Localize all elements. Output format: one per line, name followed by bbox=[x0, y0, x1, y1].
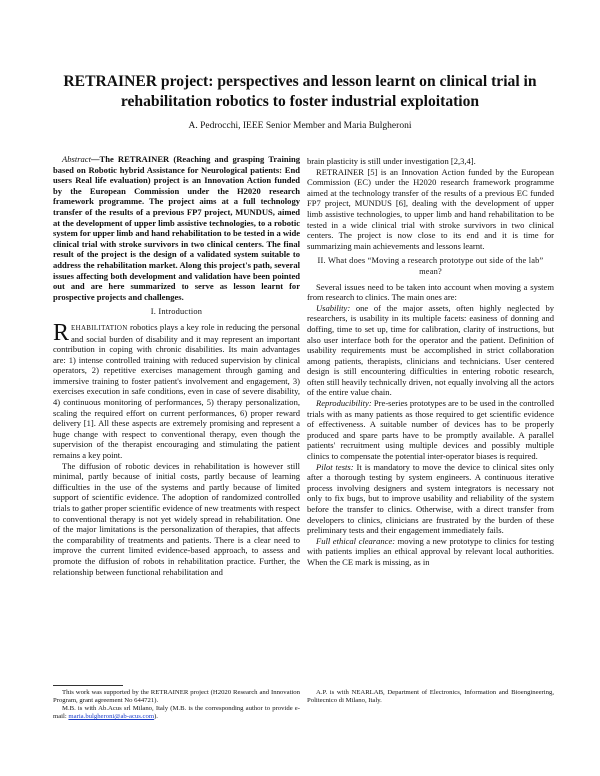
pilot-tests-text: It is mandatory to move the device to clinical sites only after a thorough testing by system engineers. A continuous iterative process involving designers and system integrators is necessary not only to fix bugs, but to improve usability and reliability of the system before the transfer to clinics. Otherwise, with a direct transfer from developers to clinics, clinicians are frustrated by the burden of these preliminary tests and their engagement immediately fails. bbox=[307, 461, 555, 536]
reproducibility-text: Pre-series prototypes are to be used in the controlled trials with as many patients as those required to get scientific evidence of effectiveness. A suitable number of devices has to be properly produced and spare parts have to be promptly available. A parallel patients' recruitment using multiple devices and possibly multiple clinics to compensate the potential inter-operator biases is required. bbox=[307, 398, 554, 462]
right-paragraph-1: brain plasticity is still under investigation [2,3,4]. bbox=[307, 156, 476, 166]
left-column bbox=[53, 154, 300, 577]
footnote-close: ). bbox=[154, 713, 158, 720]
reproducibility-label: Reproducibility: bbox=[316, 398, 372, 409]
section2-paragraph-1: Several issues need to be taken into account when moving a system from research to clinics. The main ones are: bbox=[307, 281, 554, 303]
footnote-right bbox=[307, 689, 554, 705]
paper-title: RETRAINER project: perspectives and lesson learnt on clinical trial in rehabilitation robotics to foster industrial exploitation bbox=[63, 73, 537, 110]
ethical-clearance-text: moving a new prototype to clinics for testing with patients implies an ethical approval by relevant local authorities. When the CE mark is missing, as in bbox=[307, 535, 554, 567]
section-heading-introduction: I. Introduction bbox=[150, 307, 203, 317]
usability-paragraph bbox=[307, 303, 554, 398]
paper-authors: A. Pedrocchi, IEEE Senior Member and Maria Bulgheroni bbox=[188, 121, 412, 131]
email-link[interactable]: maria.bulgheroni@ab-acus.com bbox=[68, 713, 155, 720]
usability-text: one of the major assets, often highly neglected by researchers, is usability in its multiple facets: easiness of donning and doffing, time to set up, time for calibration, clarity of instructions, but also user interface both for the operator and the patient. Definition of usability requirements must be accomplished in strict collaboration among patients, therapists, clinicians and technicians. User centered design is still encountering difficulties in entering robotic research, often still heavily technically driven, not equally involving all the actors of the entire value chain. bbox=[307, 302, 554, 398]
right-paragraph-2: RETRAINER [5] is an Innovation Action funded by the European Commission (EC) under the H2020 research framework programme aimed at the technology transfer of the results of a previous EC funded FP7 project, MUNDUS [6], dealing with the development of upper limb assistive technologies, to upper limb and hand rehabilitation to be tested in a wide clinical trial with stroke survivors in two clinical centers. The project is now close to its end and it is time for summarizing main achievements and lessons learnt. bbox=[307, 166, 554, 251]
ethical-clearance-paragraph bbox=[307, 536, 554, 568]
footnote-funding: This work was supported by the RETRAINER project (H2020 Research and Innovation Program, grant agreement No 644721). bbox=[53, 689, 300, 704]
footnote-author-affiliation: A.P. is with NEARLAB, Department of Electronics, Information and Bioengineering, Politecnico di Milano, Italy. bbox=[307, 689, 554, 704]
usability-label: Usability: bbox=[316, 302, 351, 313]
intro-paragraph-1 bbox=[53, 319, 300, 461]
footnote-corresponding bbox=[53, 705, 300, 721]
ethical-clearance-label: Full ethical clearance: bbox=[316, 535, 396, 546]
intro-smallcaps: EHABILITATION bbox=[71, 323, 128, 332]
drop-cap: R bbox=[53, 319, 70, 346]
pilot-tests-label: Pilot tests: bbox=[316, 461, 354, 472]
abstract-text: —The RETRAINER (Reaching and grasping Training based on Robotic hybrid Assistance for Neurological patients: End users Real life evaluation) project is an Innovation Action funded by the European Commission under the H2020 research framework programme. The project aims at a full technology transfer of the results of a previous FP7 project, MUNDUS, aimed at the development of upper limb assistive technologies, to a robotic system for upper limb and hand rehabilitation to be tested in a wide clinical trial with stroke survivors in two clinical centers. The final result of the project is the design of a validated system suitable to address the rehabilitation market. Along this project's path, several issues affecting both development and validation have been pointed out and are here summarized to serve as lesson learnt for prospective projects and challenges. bbox=[53, 154, 300, 302]
pilot-tests-paragraph bbox=[307, 462, 554, 536]
footnote-affiliation-text: M.B. is with Ab.Acus srl Milano, Italy (M.B. is the corresponding author to provide e-mail: bbox=[53, 705, 300, 720]
abstract-label: Abstract bbox=[62, 154, 91, 164]
right-column bbox=[307, 156, 554, 568]
footnote-left bbox=[53, 689, 300, 721]
intro-paragraph-2: The diffusion of robotic devices in rehabilitation is however still minimal, partly because of initial costs, partly because of learning difficulties in the use of the systems and partly because of limited support of scientific evidence. The adoption of randomized controlled trials to gather proper scientific evidence of new treatments with respect to conventional therapy is not yet widely spread in rehabilitation. One of the major limitations is the personalization of therapies, that affects the comparability of treatments and patients. There is a clear need to improve the current limited evidence-based approach, to assess and promote the diffusion of robots in rehabilitation practice. Further, the relationship between functional rehabilitation and bbox=[53, 460, 300, 577]
abstract bbox=[53, 154, 300, 302]
reproducibility-paragraph bbox=[307, 398, 554, 462]
section-heading-2: II. What does “Moving a research prototype out side of the lab” mean? bbox=[317, 256, 544, 276]
intro-p1-text: robotics plays a key role in reducing the personal and social burden of disability and it may represent an important contribution in coping with chronic disabilities. Its main advantages are: 1) intense controlled training with reduced supervision by clinical operators, 2) repetitive exercises management through gaming and immersive training to foster patient's involvement and engagement, 3) exercises execution in safe conditions, even in case of severe disability, 4) continuous monitoring of performances, 5) therapy personalization, scaling the required effort on current performances, 6) proper reward delivery [1]. All these aspects are extremely promising and represent a huge change with respect to conventional therapy, even though the supervision of the therapist encouraging and stimulating the patient remains a key point. bbox=[53, 321, 300, 461]
footnote-rule bbox=[53, 685, 123, 686]
